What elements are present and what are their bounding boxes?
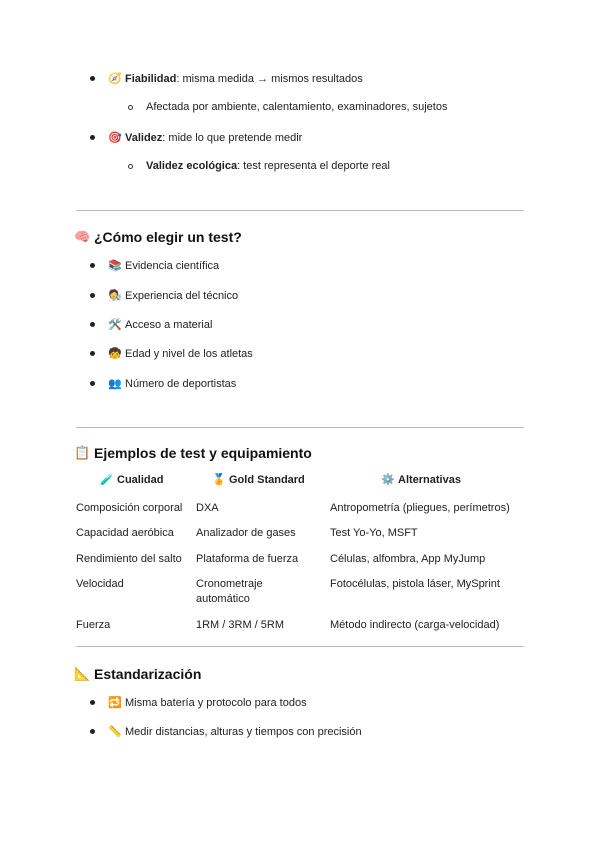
tools-icon: 🛠️	[108, 318, 122, 331]
bullet	[90, 135, 95, 140]
bullet	[90, 700, 95, 705]
clipboard-icon: 📋	[74, 445, 91, 461]
list-item	[90, 696, 307, 709]
term-validez: Validez	[125, 131, 163, 144]
list-item	[90, 377, 236, 390]
brain-icon: 🧠	[74, 229, 91, 245]
definition-validez-ecologica: : test representa el deporte real	[237, 160, 390, 172]
books-icon: 📚	[108, 259, 122, 272]
table-cell: Cronometraje automático	[196, 578, 263, 605]
list-item	[90, 347, 253, 360]
ruler-icon: 📏	[108, 725, 122, 738]
list-item-validez	[90, 131, 302, 144]
gear-icon: ⚙️	[381, 473, 395, 486]
divider	[76, 646, 524, 647]
table-header-label: Cualidad	[117, 473, 164, 486]
sub-list-item-fiabilidad	[128, 101, 447, 113]
list-item	[90, 259, 219, 272]
term-validez-ecologica: Validez ecológica	[146, 160, 238, 172]
table-header-alternativas	[381, 473, 461, 486]
bullet	[90, 293, 95, 298]
list-item-label: Evidencia científica	[125, 259, 220, 272]
definition-fiabilidad: : misma medida → mismos resultados	[176, 72, 363, 85]
medal-icon: 🏅	[212, 473, 226, 486]
hollow-bullet	[128, 164, 133, 169]
target-icon: 🎯	[108, 131, 122, 144]
scientist-icon: 🧑‍🔬	[108, 289, 122, 302]
definition-validez: : mide lo que pretende medir	[162, 131, 303, 144]
list-item-label: Edad y nivel de los atletas	[125, 347, 253, 360]
table-header-label: Alternativas	[398, 473, 461, 486]
table-cell: Velocidad	[76, 578, 124, 590]
heading-estandarizacion-text: Estandarización	[94, 666, 202, 682]
divider	[76, 210, 524, 211]
list-item	[90, 289, 238, 302]
bullet	[90, 263, 95, 268]
table-header-cualidad	[100, 473, 163, 486]
bullet	[90, 381, 95, 386]
table-cell: DXA	[196, 502, 219, 514]
table-cell: Composición corporal	[76, 502, 183, 514]
heading-ejemplos-text: Ejemplos de test y equipamiento	[94, 445, 312, 461]
table-header-label: Gold Standard	[229, 473, 305, 486]
test-tube-icon: 🧪	[100, 473, 114, 486]
list-item-label: Medir distancias, alturas y tiempos con precisión	[125, 725, 362, 738]
heading-estandarizacion	[74, 666, 201, 682]
list-item-label: Acceso a material	[125, 318, 213, 331]
table-cell: Método indirecto (carga-velocidad)	[330, 619, 500, 631]
heading-elegir-text: ¿Cómo elegir un test?	[94, 229, 242, 245]
heading-elegir	[74, 229, 242, 245]
list-item-label: Misma batería y protocolo para todos	[125, 696, 307, 709]
repeat-icon: 🔁	[108, 696, 122, 709]
table-cell: Células, alfombra, App MyJump	[330, 553, 486, 565]
table-cell: 1RM / 3RM / 5RM	[196, 619, 285, 631]
table-cell: Plataforma de fuerza	[196, 553, 299, 565]
bullet	[90, 351, 95, 356]
sub-list-item-validez	[128, 160, 390, 172]
people-icon: 👥	[108, 377, 122, 390]
list-item	[90, 725, 362, 738]
table-header-gold-standard	[212, 473, 305, 486]
table-cell: Fuerza	[76, 619, 111, 631]
list-item-label: Número de deportistas	[125, 377, 237, 390]
table-cell: Test Yo-Yo, MSFT	[330, 527, 418, 539]
table-cell: Analizador de gases	[196, 527, 296, 539]
bullet	[90, 76, 95, 81]
hollow-bullet	[128, 105, 133, 110]
table-cell: Fotocélulas, pistola láser, MySprint	[330, 578, 500, 590]
list-item	[90, 318, 212, 331]
list-item-label: Experiencia del técnico	[125, 289, 239, 302]
compass-icon: 🧭	[108, 72, 122, 85]
divider	[76, 427, 524, 428]
term-fiabilidad: Fiabilidad	[125, 72, 177, 85]
list-item-fiabilidad	[90, 72, 363, 85]
child-icon: 🧒	[108, 347, 122, 360]
table-cell: Rendimiento del salto	[76, 553, 182, 565]
bullet	[90, 322, 95, 327]
heading-ejemplos	[74, 445, 312, 461]
table-cell: Antropometría (pliegues, perímetros)	[330, 502, 510, 514]
sub-text-fiabilidad: Afectada por ambiente, calentamiento, examinadores, sujetos	[146, 101, 448, 113]
triangular-ruler-icon: 📐	[74, 666, 91, 682]
table-cell: Capacidad aeróbica	[76, 527, 174, 539]
bullet	[90, 729, 95, 734]
